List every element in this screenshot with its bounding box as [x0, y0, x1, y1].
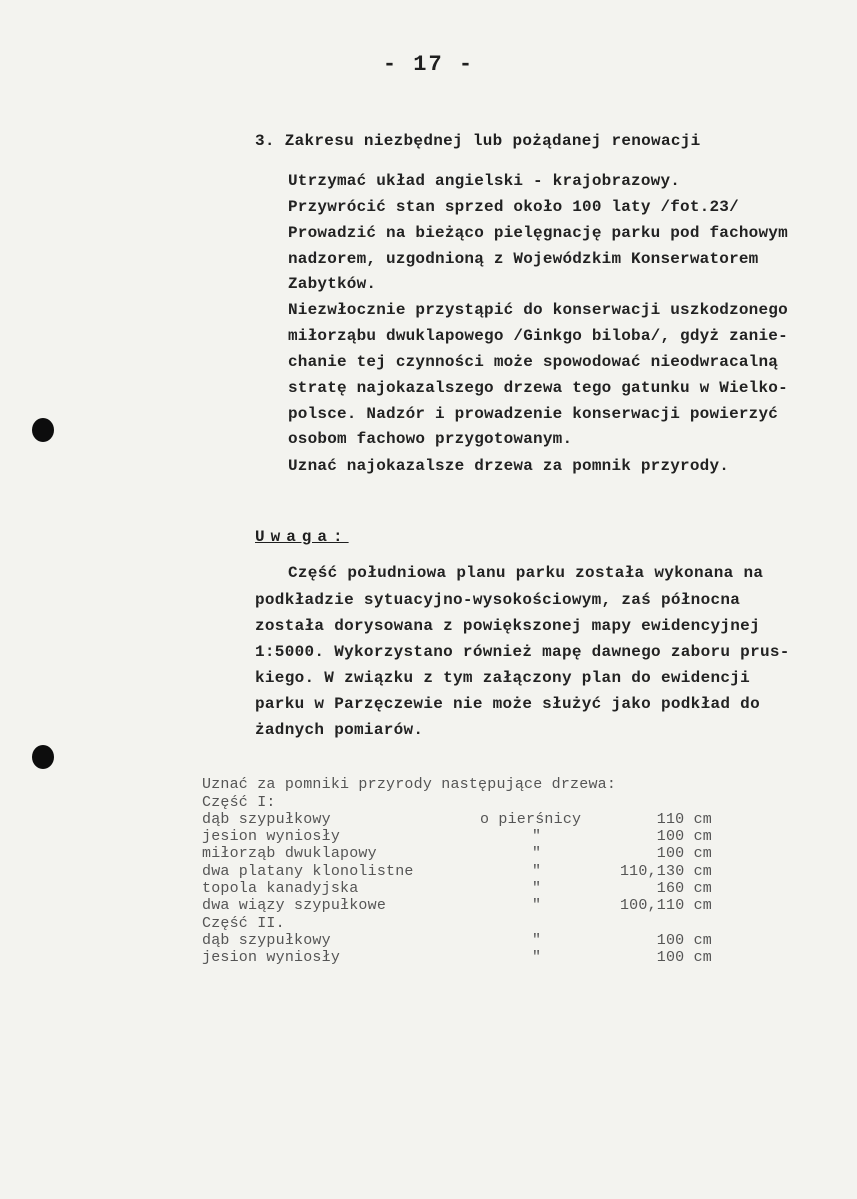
note-line: Część południowa planu parku została wykonana na — [288, 564, 764, 582]
ditto-mark: " — [532, 949, 542, 966]
tree-list-title: Uznać za pomniki przyrody następujące drzewa: — [202, 776, 617, 793]
note-line: żadnych pomiarów. — [255, 721, 424, 739]
ditto-mark: " — [532, 863, 542, 880]
tree-name: jesion wyniosły — [202, 949, 341, 966]
tree-circumference: 100 cm — [656, 845, 712, 862]
tree-name: topola kanadyjska — [202, 880, 359, 897]
section-line: chanie tej czynności może spowodować nieodwracalną — [288, 353, 779, 371]
note-line: parku w Parzęczewie nie może służyć jako podkład do — [255, 695, 760, 713]
section-line: Uznać najokazalsze drzewa za pomnik przyrody. — [288, 457, 730, 475]
tree-circumference: 160 cm — [656, 880, 712, 897]
section-line: osobom fachowo przygotowanym. — [288, 430, 573, 448]
section-line: polsce. Nadzór i prowadzenie konserwacji powierzyć — [288, 405, 779, 423]
tree-circumference: 100 cm — [656, 932, 712, 949]
tree-name: dwa wiązy szypułkowe — [202, 897, 387, 914]
note-line: została dorysowana z powiększonej mapy ewidencyjnej — [255, 617, 760, 635]
tree-circumference: 110 cm — [656, 811, 712, 828]
punch-hole-icon — [32, 745, 54, 769]
note-line: 1:5000. Wykorzystano również mapę dawnego zaboru prus- — [255, 643, 790, 661]
tree-circumference: 100 cm — [656, 949, 712, 966]
note-line: kiego. W związku z tym załączony plan do ewidencji — [255, 669, 751, 687]
tree-name: jesion wyniosły — [202, 828, 341, 845]
ditto-mark: " — [532, 932, 542, 949]
tree-name: dąb szypułkowy — [202, 811, 331, 828]
section-line: Prowadzić na bieżąco pielęgnację parku pod fachowym — [288, 224, 788, 242]
ditto-mark: " — [532, 880, 542, 897]
page-number: - 17 - — [382, 52, 475, 77]
section-line: Niezwłocznie przystąpić do konserwacji uszkodzonego — [288, 301, 788, 319]
section-line: miłorząbu dwuklapowego /Ginkgo biloba/, gdyż zanie- — [288, 327, 788, 345]
note-line: podkładzie sytuacyjno-wysokościowym, zaś północna — [255, 591, 741, 609]
punch-hole-icon — [32, 418, 54, 442]
ditto-mark: " — [532, 897, 542, 914]
section-line: nadzorem, uzgodnioną z Wojewódzkim Konserwatorem — [288, 250, 759, 268]
tree-name: dwa platany klonolistne — [202, 863, 414, 880]
section-line: Utrzymać układ angielski - krajobrazowy. — [288, 172, 681, 190]
ditto-mark: " — [532, 845, 542, 862]
tree-name: miłorząb dwuklapowy — [202, 845, 377, 862]
part-heading: Część I: — [202, 794, 276, 811]
ditto-mark: " — [532, 828, 542, 845]
tree-circumference: 110,130 cm — [619, 863, 712, 880]
section-heading: 3. Zakresu niezbędnej lub pożądanej renowacji — [255, 132, 701, 150]
section-line: Zabytków. — [288, 275, 377, 293]
note-label: Uwaga: — [255, 528, 349, 546]
section-line: stratę najokazalszego drzewa tego gatunku w Wielko- — [288, 379, 788, 397]
part-heading: Część II. — [202, 915, 285, 932]
tree-circumference: 100,110 cm — [619, 897, 712, 914]
tree-circumference: 100 cm — [656, 828, 712, 845]
section-line: Przywrócić stan sprzed około 100 laty /fot.23/ — [288, 198, 739, 216]
tree-name: dąb szypułkowy — [202, 932, 331, 949]
tree-measure-label: o pierśnicy — [480, 811, 582, 828]
